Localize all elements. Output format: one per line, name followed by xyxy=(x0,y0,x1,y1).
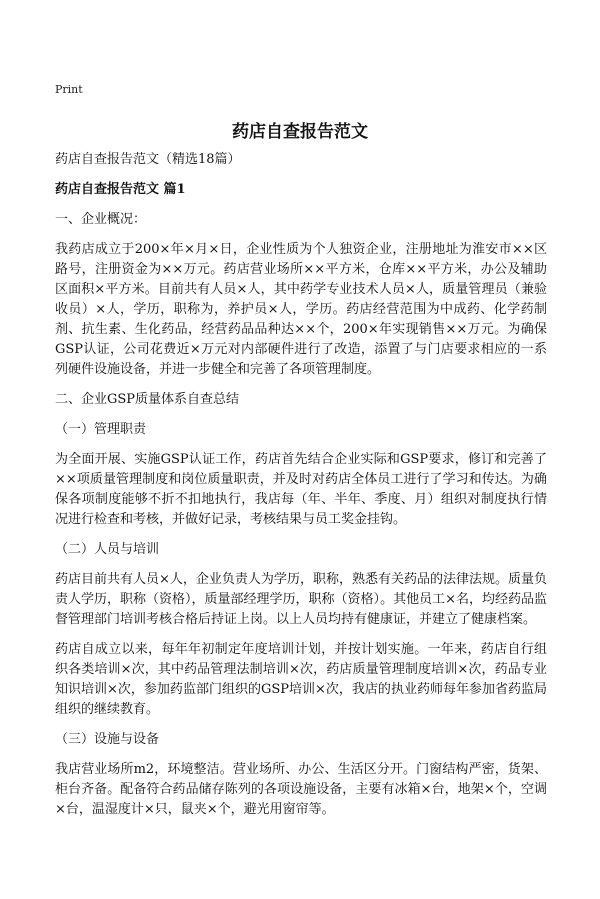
facilities-heading: （三）设施与设备 xyxy=(55,732,160,747)
overview-heading: 一、企业概况： xyxy=(55,212,147,227)
document-subtitle: 药店自查报告范文（精选18篇） xyxy=(55,152,241,167)
staff-training-heading: （二）人员与培训 xyxy=(55,542,160,557)
training-paragraph: 药店自成立以来，每年年初制定年度培训计划，并按计划实施。一年来，药店自行组织各类培训×次，其中药品管理法制培训×次，药店质量管理制度培训×次，药品专业知识培训×次，参加药监部门组织的GSP培训×次，我店的执业药师每年参加省药监局组织的继续教育。 xyxy=(55,642,547,717)
facilities-paragraph: 我店营业场所m2，环境整洁。营业场所、办公、生活区分开。门窗结构严密，货架、柜台齐备。配备符合药品储存陈列的各项设施设备，主要有冰箱×台，地架×个，空调×台，温湿度计×只，鼠夹×个，避光用窗帘等。 xyxy=(55,762,547,817)
document-body xyxy=(55,150,547,830)
print-link[interactable]: Print xyxy=(55,83,83,96)
overview-paragraph: 我药店成立于200×年×月×日，企业性质为个人独资企业，注册地址为淮安市××区路号，注册资金为××万元。药店营业场所××平方米，仓库××平方米，办公及辅助区面积×平方米。目前共有人员×人，其中药学专业技术人员×人，质量管理员（兼验收员）×人，学历，职称为，养护员×人，学历。药店经营范围为中成药、化学药制剂、抗生素、生化药品，经营药品品种达××个，200×年实现销售××万元。为确保GSP认证，公司花费近×万元对内部硬件进行了改造，添置了与门店要求相应的一系列硬件设施设备，并进一步健全和完善了各项管理制度。 xyxy=(55,242,547,377)
document-title: 药店自查报告范文 xyxy=(232,122,368,142)
section-title: 药店自查报告范文 篇1 xyxy=(55,182,186,197)
staff-paragraph: 药店目前共有人员×人，企业负责人为学历，职称，熟悉有关药品的法律法规。质量负责人学历，职称（资格），质量部经理学历，职称（资格）。其他员工×名，均经药品监督管理部门培训考核合格后持证上岗。以上人员均持有健康证，并建立了健康档案。 xyxy=(55,572,547,627)
management-heading: （一）管理职责 xyxy=(55,422,147,437)
gsp-heading: 二、企业GSP质量体系自查总结 xyxy=(55,392,240,407)
management-paragraph: 为全面开展、实施GSP认证工作，药店首先结合企业实际和GSP要求，修订和完善了××项质量管理制度和岗位质量职责，并及时对药店全体员工进行了学习和传达。为确保各项制度能够不折不扣地执行，我店每（年、半年、季度、月）组织对制度执行情况进行检查和考核，并做好记录，考核结果与员工奖金挂钩。 xyxy=(55,452,547,527)
